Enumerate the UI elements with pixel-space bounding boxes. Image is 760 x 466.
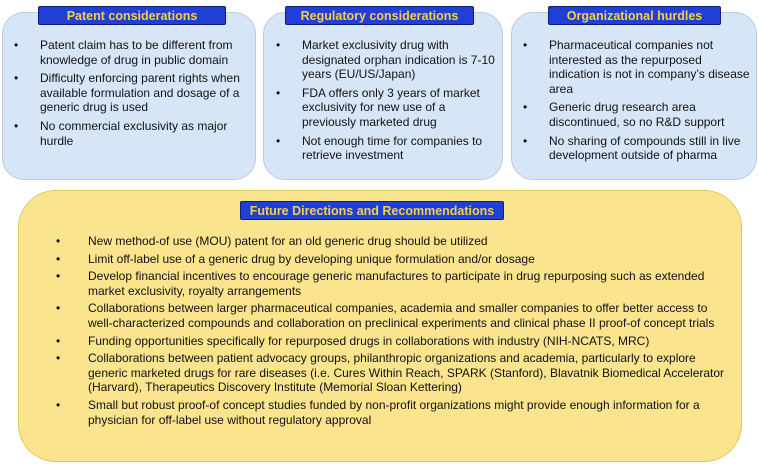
list-item: • No commercial exclusivity as major hurdle [14,118,228,148]
list-item: • Difficulty enforcing parent rights when available formulation and dosage of a generic drug is used [14,71,240,115]
list-item: • Develop financial incentives to encourage generic manufactures to participate in drug repurposing such as extended market exclusivity, royalty arrangements [56,269,705,298]
list-item: • Patent claim has to be different from knowledge of drug in public domain [14,38,233,67]
bullet-icon: • [276,133,281,148]
future-directions-title: Future Directions and Recommendations [240,201,504,220]
bullet-icon: • [56,333,61,348]
regulatory-considerations-title: Regulatory considerations [285,6,474,25]
organizational-hurdles-title: Organizational hurdles [548,6,721,25]
bullet-icon: • [56,234,61,248]
organizational-hurdles-list [515,38,753,167]
list-item: • New method-of use (MOU) patent for an old generic drug should be utilized [56,234,488,248]
bullet-icon: • [14,118,19,133]
patent-considerations-title: Patent considerations [38,6,226,25]
list-item: • Collaborations between patient advocacy groups, philanthropic organizations and academia, particularly to explore generic marketed drugs for rare diseases (i.e. Cures Within Reach, SPARK (Stanford), Blavatnik Biomedical Accelerator (Harvard), Therapeutics Discovery Institute (Memorial Sloan Kettering) [56,351,725,395]
bullet-icon: • [56,351,61,366]
list-item: • Collaborations between larger pharmaceutical companies, academia and smaller companies to offer better access to well-characterized compounds and collaboration on preclinical experiments and clinical phase II proof-of concept trials [56,301,715,330]
list-item: • Funding opportunities specifically for repurposed drugs in collaborations with industry (NIH-NCATS, MRC) [56,333,650,348]
bullet-icon: • [56,269,61,284]
list-item: • Market exclusivity drug with designated orphan indication is 7-10 years (EU/US/Japan) [276,38,495,82]
bullet-icon: • [14,71,19,86]
bullet-icon: • [56,301,61,316]
list-item: • FDA offers only 3 years of market exclusivity for new use of a previously marketed drug [276,85,480,129]
list-item: • Generic drug research area discontinued, so no R&D support [523,100,725,129]
regulatory-considerations-list [268,38,500,167]
bullet-icon: • [276,85,281,100]
list-item: • Limit off-label use of a generic drug by developing unique formulation and/or dosage [56,251,535,266]
bullet-icon: • [56,397,61,412]
list-item: • Small but robust proof-of concept studies funded by non-profit organizations might provide enough information for a physician for off-label use without regulatory approval [56,397,700,427]
future-directions-list [50,234,726,430]
bullet-icon: • [56,251,61,266]
bullet-icon: • [523,133,528,148]
list-item: • Pharmaceutical companies not interested as the repurposed indication is not in company’s disease area [523,38,750,96]
bullet-icon: • [523,38,528,52]
list-item: • Not enough time for companies to retrieve investment [276,133,483,163]
bullet-icon: • [276,38,281,52]
bullet-icon: • [523,100,528,115]
list-item: • No sharing of compounds still in live development outside of pharma [523,133,741,163]
bullet-icon: • [14,38,19,52]
patent-considerations-list [6,38,250,152]
